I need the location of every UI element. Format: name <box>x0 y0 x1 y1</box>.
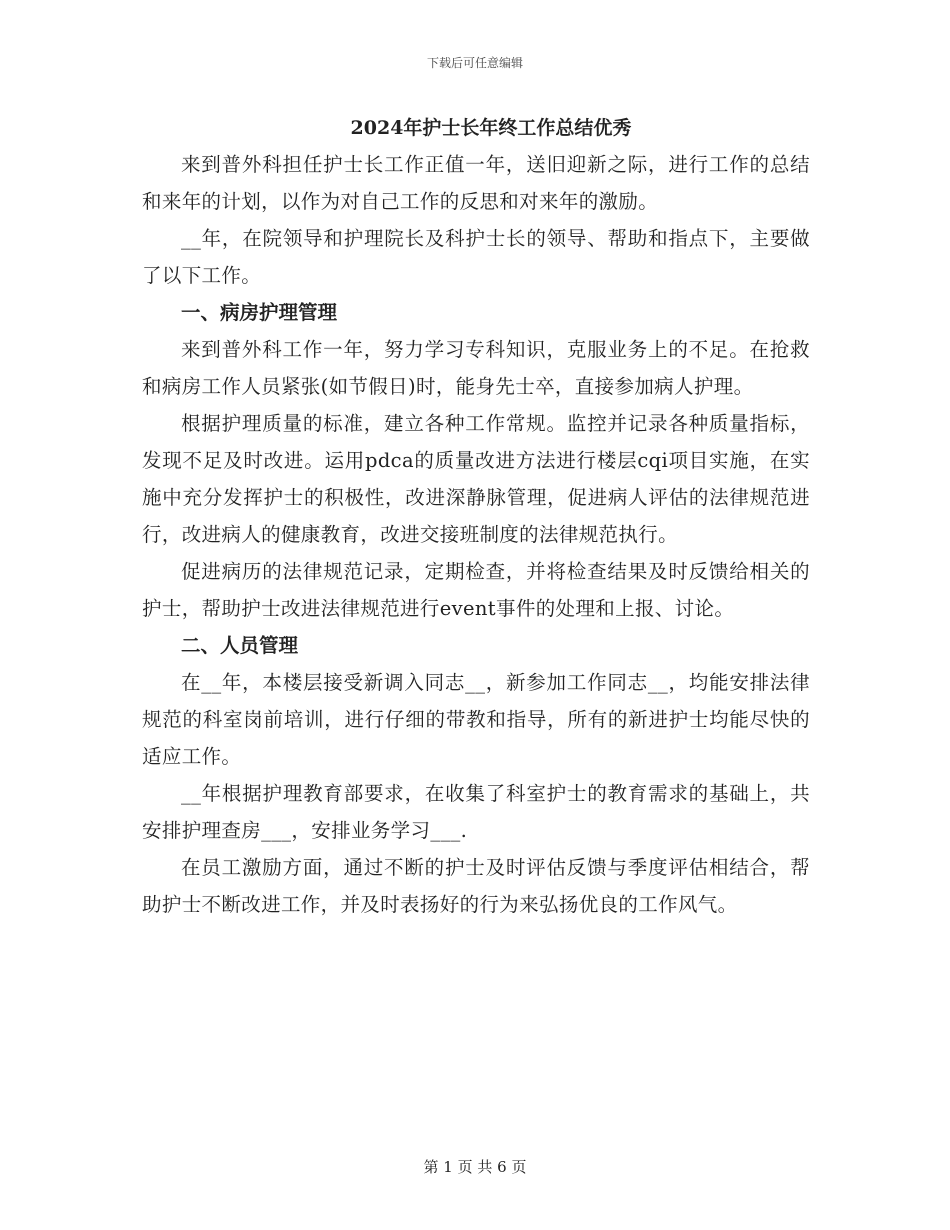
section-heading-staff-management: 二、人员管理 <box>181 634 299 657</box>
page-footer: 第 1 页 共 6 页 <box>423 1158 527 1176</box>
page-header: 下载后可任意编辑 <box>426 56 523 70</box>
section1-paragraph-2: 根据护理质量的标准，建立各种工作常规。监控并记录各种质量指标，发现不足及时改进。运用pdca的质量改进方法进行楼层cqi项目实施，在实施中充分发挥护士的积极性，改进深静脉管理，促进病人评估的法律规范进行，改进病人的健康教育，改进交接班制度的法律规范执行。 <box>142 412 810 546</box>
section-heading-ward-management: 一、病房护理管理 <box>181 301 338 324</box>
intro-paragraph-2: __年，在院领导和护理院长及科护士长的领导、帮助和指点下，主要做了以下工作。 <box>142 227 810 287</box>
section2-paragraph-3: 在员工激励方面，通过不断的护士及时评估反馈与季度评估相结合，帮助护士不断改进工作，并及时表扬好的行为来弘扬优良的工作风气。 <box>142 856 810 916</box>
section1-paragraph-1: 来到普外科工作一年，努力学习专科知识，克服业务上的不足。在抢救和病房工作人员紧张(如节假日)时，能身先士卒，直接参加病人护理。 <box>142 338 810 398</box>
section2-paragraph-2: __年根据护理教育部要求，在收集了科室护士的教育需求的基础上，共安排护理查房___，安排业务学习___. <box>142 782 810 842</box>
intro-paragraph-1: 来到普外科担任护士长工作正值一年，送旧迎新之际，进行工作的总结和来年的计划，以作为对自己工作的反思和对来年的激励。 <box>142 153 810 213</box>
section1-paragraph-3: 促进病历的法律规范记录，定期检查，并将检查结果及时反馈给相关的护士，帮助护士改进法律规范进行event事件的处理和上报、讨论。 <box>142 560 810 620</box>
document-title: 2024年护士长年终工作总结优秀 <box>350 117 632 139</box>
document-body <box>142 110 810 923</box>
section2-paragraph-1: 在__年，本楼层接受新调入同志__，新参加工作同志__，均能安排法律规范的科室岗前培训，进行仔细的带教和指导，所有的新进护士均能尽快的适应工作。 <box>142 671 810 768</box>
